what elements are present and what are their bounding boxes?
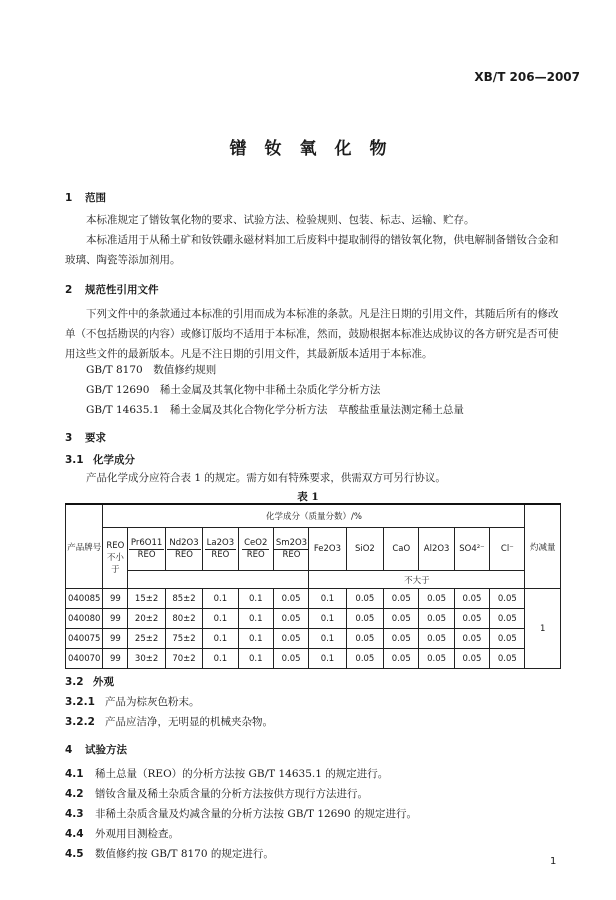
reference-item: GB/T 12690 稀土金属及其氧化物中非稀土杂质化学分析方法 (86, 384, 381, 396)
clause-number: 4.1 (65, 768, 84, 780)
impurity-header-cl: Cl⁻ (490, 528, 525, 571)
clause-number: 4.2 (65, 788, 84, 800)
si-cell: 0.05 (346, 589, 383, 609)
section-2-paragraph: 下列文件中的条款通过本标准的引用而成为本标准的条款。凡是注日期的引用文件，其随后所有的修改单（不包括勘误的内容）或修订版均不适用于本标准，然而，鼓励根据本标准达成协议的各方研究是否可使用这些文件的最新版本。凡是不注日期的引用文件，其最新版本适用于本标准。 (65, 308, 559, 360)
so4-cell: 0.05 (454, 649, 489, 669)
product-grade-header: 产品牌号 (66, 504, 103, 589)
so4-cell: 0.05 (454, 609, 489, 629)
document-title: 镨钕氧化物 (229, 139, 405, 159)
ratio-header-nd: $\frac{Nd2O3}{\text{REO}}$ (165, 528, 202, 571)
impurity-header-si: SiO2 (346, 528, 383, 571)
so4-cell: 0.05 (454, 589, 489, 609)
subsection-3-1-paragraph: 产品化学成分应符合表 1 的规定。需方如有特殊要求，供需双方可另行协议。 (86, 472, 446, 484)
table-row (66, 649, 561, 669)
grade-cell: 040075 (66, 629, 103, 649)
pr-cell: 30±2 (128, 649, 165, 669)
ce-cell: 0.1 (238, 649, 273, 669)
pr-cell: 15±2 (128, 589, 165, 609)
section-number: 3 (65, 432, 73, 444)
so4-cell: 0.05 (454, 629, 489, 649)
reo-cell: 99 (103, 589, 128, 609)
impurity-header-fe: Fe2O3 (309, 528, 346, 571)
grade-cell: 040080 (66, 609, 103, 629)
sm-cell: 0.05 (273, 589, 308, 609)
si-cell: 0.05 (346, 609, 383, 629)
ratio-blank (128, 571, 309, 589)
burn-loss-cell: 1 (525, 589, 561, 669)
pr-cell: 25±2 (128, 629, 165, 649)
subsection-3-2-heading (65, 674, 114, 689)
si-cell: 0.05 (346, 629, 383, 649)
impurity-header-al: Al2O3 (419, 528, 454, 571)
table-row (66, 589, 561, 609)
clause-text: 非稀土杂质含量及灼减含量的分析方法按 GB/T 12690 的规定进行。 (95, 808, 418, 820)
impurity-header-ca: CaO (384, 528, 419, 571)
section-number: 4 (65, 744, 73, 756)
clause-text: 数值修约按 GB/T 8170 的规定进行。 (95, 848, 274, 860)
reo-cell: 99 (103, 649, 128, 669)
ratio-header-la: $\frac{La2O3}{\text{REO}}$ (203, 528, 238, 571)
ce-cell: 0.1 (238, 629, 273, 649)
sm-cell: 0.05 (273, 649, 308, 669)
burn-loss-header: 灼减量 (525, 504, 561, 589)
cl-cell: 0.05 (490, 609, 525, 629)
table-row (66, 629, 561, 649)
fe-cell: 0.1 (309, 649, 346, 669)
section-1-heading (65, 190, 106, 205)
clause-number: 3.2.2 (65, 716, 95, 728)
la-cell: 0.1 (203, 609, 238, 629)
nd-cell: 75±2 (165, 629, 202, 649)
nd-cell: 85±2 (165, 589, 202, 609)
reo-min-label: 不小于 (106, 553, 124, 575)
clause-text: 外观用目测检查。 (95, 828, 179, 840)
fe-cell: 0.1 (309, 629, 346, 649)
nd-cell: 80±2 (165, 609, 202, 629)
reo-header (103, 528, 128, 589)
clause-4-3 (65, 806, 417, 821)
fe-cell: 0.1 (309, 589, 346, 609)
cl-cell: 0.05 (490, 629, 525, 649)
section-number: 1 (65, 192, 73, 204)
al-cell: 0.05 (419, 649, 454, 669)
section-title: 试验方法 (85, 744, 127, 756)
section-2-heading (65, 282, 159, 297)
sm-cell: 0.05 (273, 629, 308, 649)
clause-text: 产品应洁净，无明显的机械夹杂物。 (105, 716, 273, 728)
si-cell: 0.05 (346, 649, 383, 669)
cl-cell: 0.05 (490, 589, 525, 609)
section-number: 2 (65, 284, 73, 296)
la-cell: 0.1 (203, 649, 238, 669)
reference-item: GB/T 14635.1 稀土金属及其化合物化学分析方法 草酸盐重量法测定稀土总量 (86, 404, 464, 416)
ca-cell: 0.05 (384, 649, 419, 669)
clause-4-5 (65, 846, 274, 861)
nd-cell: 70±2 (165, 649, 202, 669)
table-caption: 表 1 (297, 491, 319, 503)
clause-4-4 (65, 826, 179, 841)
reo-cell: 99 (103, 629, 128, 649)
clause-text: 稀土总量（REO）的分析方法按 GB/T 14635.1 的规定进行。 (95, 768, 389, 780)
chemical-composition-table (65, 503, 561, 669)
clause-text: 产品为棕灰色粉末。 (105, 696, 200, 708)
subsection-title: 化学成分 (93, 454, 135, 466)
la-cell: 0.1 (203, 589, 238, 609)
fe-cell: 0.1 (309, 609, 346, 629)
reo-label: REO (106, 541, 125, 551)
not-more-than-label: 不大于 (309, 571, 525, 589)
clause-number: 3.2.1 (65, 696, 95, 708)
ce-cell: 0.1 (238, 589, 273, 609)
subsection-3-1-heading (65, 452, 135, 467)
subsection-number: 3.2 (65, 676, 84, 688)
clause-number: 4.4 (65, 828, 84, 840)
page-number: 1 (550, 856, 557, 867)
clause-text: 镨钕含量及稀土杂质含量的分析方法按供方现行方法进行。 (95, 788, 368, 800)
section-1-paragraph-2: 本标准适用于从稀土矿和钕铁硼永磁材料加工后废料中提取制得的镨钕氧化物，供电解制备镨钕合金和玻璃、陶瓷等添加剂用。 (65, 234, 559, 266)
cl-cell: 0.05 (490, 649, 525, 669)
section-title: 范围 (85, 192, 106, 204)
section-3-heading (65, 430, 106, 445)
standard-code: XB/T 206—2007 (474, 70, 580, 84)
clause-number: 4.5 (65, 848, 84, 860)
grade-cell: 040070 (66, 649, 103, 669)
clause-4-1 (65, 766, 388, 781)
ratio-header-sm: $\frac{Sm2O3}{\text{REO}}$ (273, 528, 308, 571)
section-title: 要求 (85, 432, 106, 444)
ratio-header-ce: $\frac{\text{CeO2}}{\text{REO}}$ (238, 528, 273, 571)
reference-item: GB/T 8170 数值修约规则 (86, 364, 217, 376)
reo-cell: 99 (103, 609, 128, 629)
la-cell: 0.1 (203, 629, 238, 649)
section-1-paragraph-1: 本标准规定了镨钕氧化物的要求、试验方法、检验规则、包装、标志、运输、贮存。 (86, 214, 475, 226)
composition-group-header: 化学成分（质量分数）/% (103, 504, 525, 528)
sm-cell: 0.05 (273, 609, 308, 629)
section-title: 规范性引用文件 (85, 284, 159, 296)
al-cell: 0.05 (419, 589, 454, 609)
ratio-header-pr: $\frac{Pr6O11}{\text{REO}}$ (128, 528, 165, 571)
ca-cell: 0.05 (384, 589, 419, 609)
table-row (66, 609, 561, 629)
subsection-number: 3.1 (65, 454, 84, 466)
pr-cell: 20±2 (128, 609, 165, 629)
ca-cell: 0.05 (384, 629, 419, 649)
subsection-title: 外观 (93, 676, 114, 688)
clause-3-2-2 (65, 714, 273, 729)
clause-4-2 (65, 786, 368, 801)
al-cell: 0.05 (419, 629, 454, 649)
impurity-header-so4: SO4²⁻ (454, 528, 489, 571)
clause-3-2-1 (65, 694, 200, 709)
section-4-heading (65, 742, 127, 757)
grade-cell: 040085 (66, 589, 103, 609)
ca-cell: 0.05 (384, 609, 419, 629)
ce-cell: 0.1 (238, 609, 273, 629)
clause-number: 4.3 (65, 808, 84, 820)
al-cell: 0.05 (419, 609, 454, 629)
